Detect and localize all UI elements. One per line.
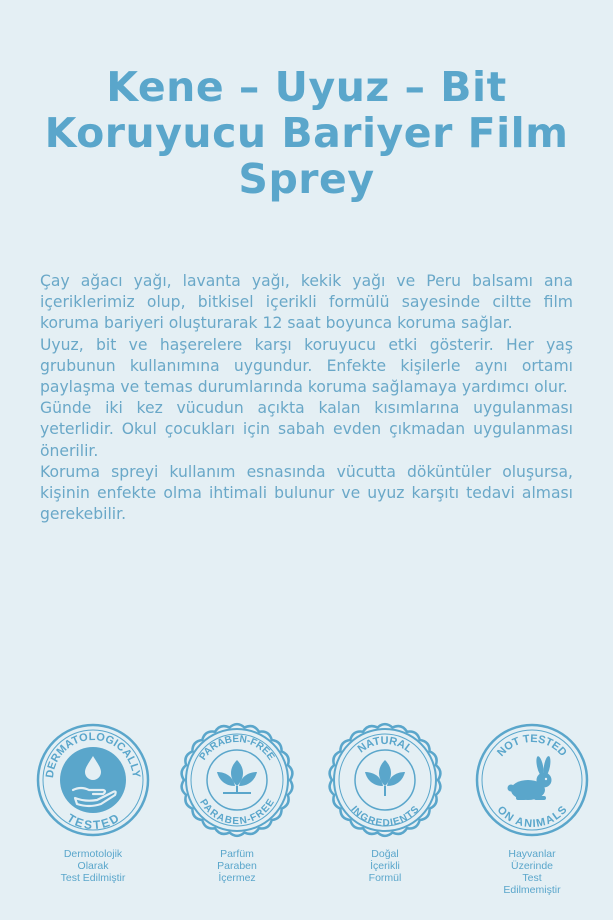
- description-paragraph: Çay ağacı yağı, lavanta yağı, kekik yağı ve Peru balsamı ana içeriklerimiz olup, bitkisel içerikli formülü sayesinde ciltte film koruma bariyeri oluşturarak 12 saat boyunca koruma sağlar.: [40, 272, 573, 333]
- badge-label: Parfüm Paraben İçermez: [217, 848, 257, 884]
- badge-paraben-free: [177, 722, 297, 884]
- badge-ring-top: NOT TESTED: [495, 732, 569, 759]
- dermatologically-tested-icon: [35, 722, 151, 838]
- badge-ring-top: NATURAL: [355, 734, 415, 756]
- badge-ring-bottom: ON ANIMALS: [494, 804, 570, 831]
- badge-not-tested-on-animals: [472, 722, 592, 896]
- paraben-free-icon: [179, 722, 295, 838]
- badge-ring-bottom: INGREDIENTS: [348, 804, 422, 830]
- not-tested-on-animals-icon: [474, 722, 590, 838]
- badge-ring-top: DERMATOLOGICALLY: [43, 730, 143, 779]
- svg-text:INGREDIENTS: [348, 804, 422, 829]
- title-line-1: Kene – Uyuz – Bit: [106, 63, 507, 111]
- svg-text:ON ANIMALS: [494, 804, 569, 830]
- svg-text:NATURAL: [356, 735, 415, 756]
- natural-ingredients-icon: [327, 722, 443, 838]
- title-line-3: Sprey: [238, 155, 375, 203]
- badge-row: [0, 722, 613, 902]
- badge-ring-bottom: TESTED: [64, 810, 122, 832]
- page-title: [0, 64, 613, 202]
- badge-ring-bottom: PARABEN-FREE: [196, 797, 278, 828]
- badge-ring-top: PARABEN-FREE: [197, 733, 277, 763]
- badge-label: Hayvanlar Üzerinde Test Edilmemiştir: [503, 848, 561, 896]
- description-paragraph: Uyuz, bit ve haşerelere karşı koruyucu etki gösterir. Her yaş grubunun kullanımına uygundur. Enfekte kişilerle aynı ortamı paylaşma ve temas durumlarında koruma sağlamaya yardımcı olur.: [40, 335, 573, 397]
- svg-text:TESTED: [65, 811, 122, 832]
- badge-dermatologically-tested: [33, 722, 153, 884]
- description-paragraph: Koruma spreyi kullanım esnasında vücutta döküntüler oluşursa, kişinin enfekte olma ihtimali bulunur ve uyuz karşıtı tedavi alması gerekebilir.: [40, 462, 573, 524]
- badge-natural-ingredients: [325, 722, 445, 884]
- badge-label: Doğal İçerikli Formül: [368, 848, 402, 884]
- description-paragraph: Günde iki kez vücudun açıkta kalan kısımlarına uygulanması yeterlidir. Okul çocukları için sabah evden çıkmadan uygulanması önerilir.: [40, 399, 573, 460]
- title-line-2: Koruyucu Bariyer Film: [44, 109, 569, 157]
- badge-label: Dermotolojik Olarak Test Edilmiştir: [60, 848, 126, 884]
- description: [40, 271, 573, 525]
